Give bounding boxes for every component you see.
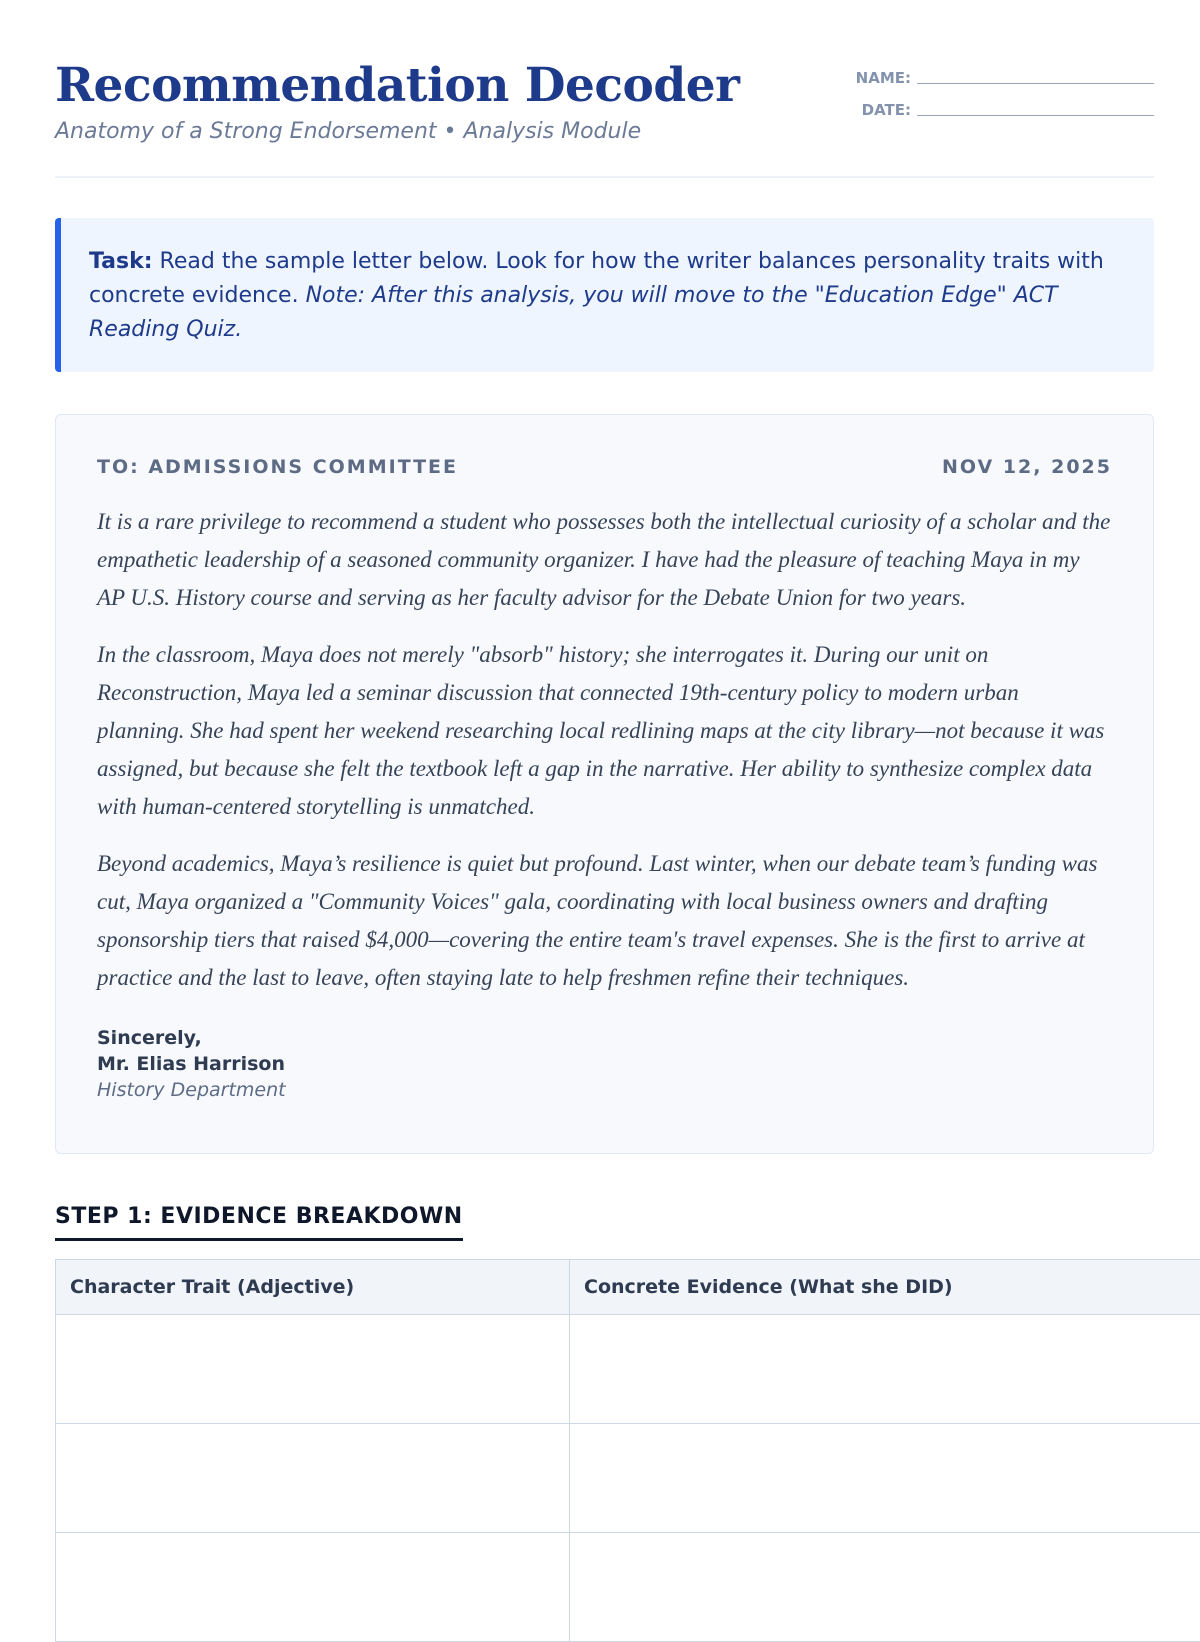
evidence-cell[interactable] (570, 1315, 1200, 1424)
letter-paragraph-2: In the classroom, Maya does not merely "absorb" history; she interrogates it. During our unit on Reconstruction, Maya led a seminar discussion that connected 19th-century policy to modern urban planning. She had spent her weekend researching local redlining maps at the city library—not because it was assigned, but because she felt the textbook left a gap in the narrative. Her ability to synthesize complex data with human-centered storytelling is unmatched. (97, 636, 1112, 826)
date-row (854, 88, 1154, 120)
table-row (56, 1424, 1200, 1533)
evidence-cell[interactable] (570, 1533, 1200, 1642)
letter-header (97, 455, 1112, 479)
letter-signoff (97, 1025, 1112, 1103)
task-lead: Task: (89, 249, 153, 274)
date-label: DATE: (862, 100, 911, 120)
page-subtitle: Anatomy of a Strong Endorsement • Analysis Module (55, 118, 641, 146)
letter-recipient: TO: ADMISSIONS COMMITTEE (97, 455, 458, 479)
letter-body (97, 503, 1112, 997)
table-header-row (56, 1260, 1200, 1315)
step1-heading: STEP 1: EVIDENCE BREAKDOWN (55, 1202, 463, 1241)
evidence-table (55, 1259, 1200, 1642)
letter-paragraph-1: It is a rare privilege to recommend a student who possesses both the intellectual curiosity of a scholar and the empathetic leadership of a seasoned community organizer. I have had the pleasure of teaching Maya in my AP U.S. History course and serving as her faculty advisor for the Debate Union for two years. (97, 503, 1112, 617)
table-row (56, 1533, 1200, 1642)
task-note: Note: After this analysis, you will move to the "Education Edge" ACT Reading Quiz. (89, 283, 1058, 342)
student-info (854, 56, 1154, 120)
column-header-trait: Character Trait (Adjective) (56, 1260, 570, 1315)
column-header-evidence: Concrete Evidence (What she DID) (570, 1260, 1200, 1315)
table-row (56, 1315, 1200, 1424)
trait-cell[interactable] (56, 1533, 570, 1642)
evidence-cell[interactable] (570, 1424, 1200, 1533)
name-label: NAME: (856, 68, 911, 88)
letter-department: History Department (97, 1077, 1112, 1103)
worksheet-header (55, 0, 1154, 178)
page-title: Recommendation Decoder (55, 56, 739, 116)
letter-signer: Mr. Elias Harrison (97, 1051, 1112, 1077)
task-text: Read the sample letter below. Look for how the writer balances personality traits with concrete evidence. (89, 249, 1104, 308)
name-row (854, 56, 1154, 88)
trait-cell[interactable] (56, 1424, 570, 1533)
sample-letter (55, 414, 1154, 1154)
trait-cell[interactable] (56, 1315, 570, 1424)
letter-paragraph-3: Beyond academics, Maya’s resilience is quiet but profound. Last winter, when our debate team’s funding was cut, Maya organized a "Community Voices" gala, coordinating with local business owners and drafting sponsorship tiers that raised $4,000—covering the entire team's travel expenses. She is the first to arrive at practice and the last to leave, often staying late to help freshmen refine their techniques. (97, 845, 1112, 997)
task-callout (55, 218, 1154, 372)
letter-closing: Sincerely, (97, 1025, 1112, 1051)
name-field[interactable] (917, 63, 1154, 84)
date-field[interactable] (917, 95, 1154, 116)
worksheet-page (55, 0, 1154, 178)
letter-date: NOV 12, 2025 (942, 455, 1112, 479)
